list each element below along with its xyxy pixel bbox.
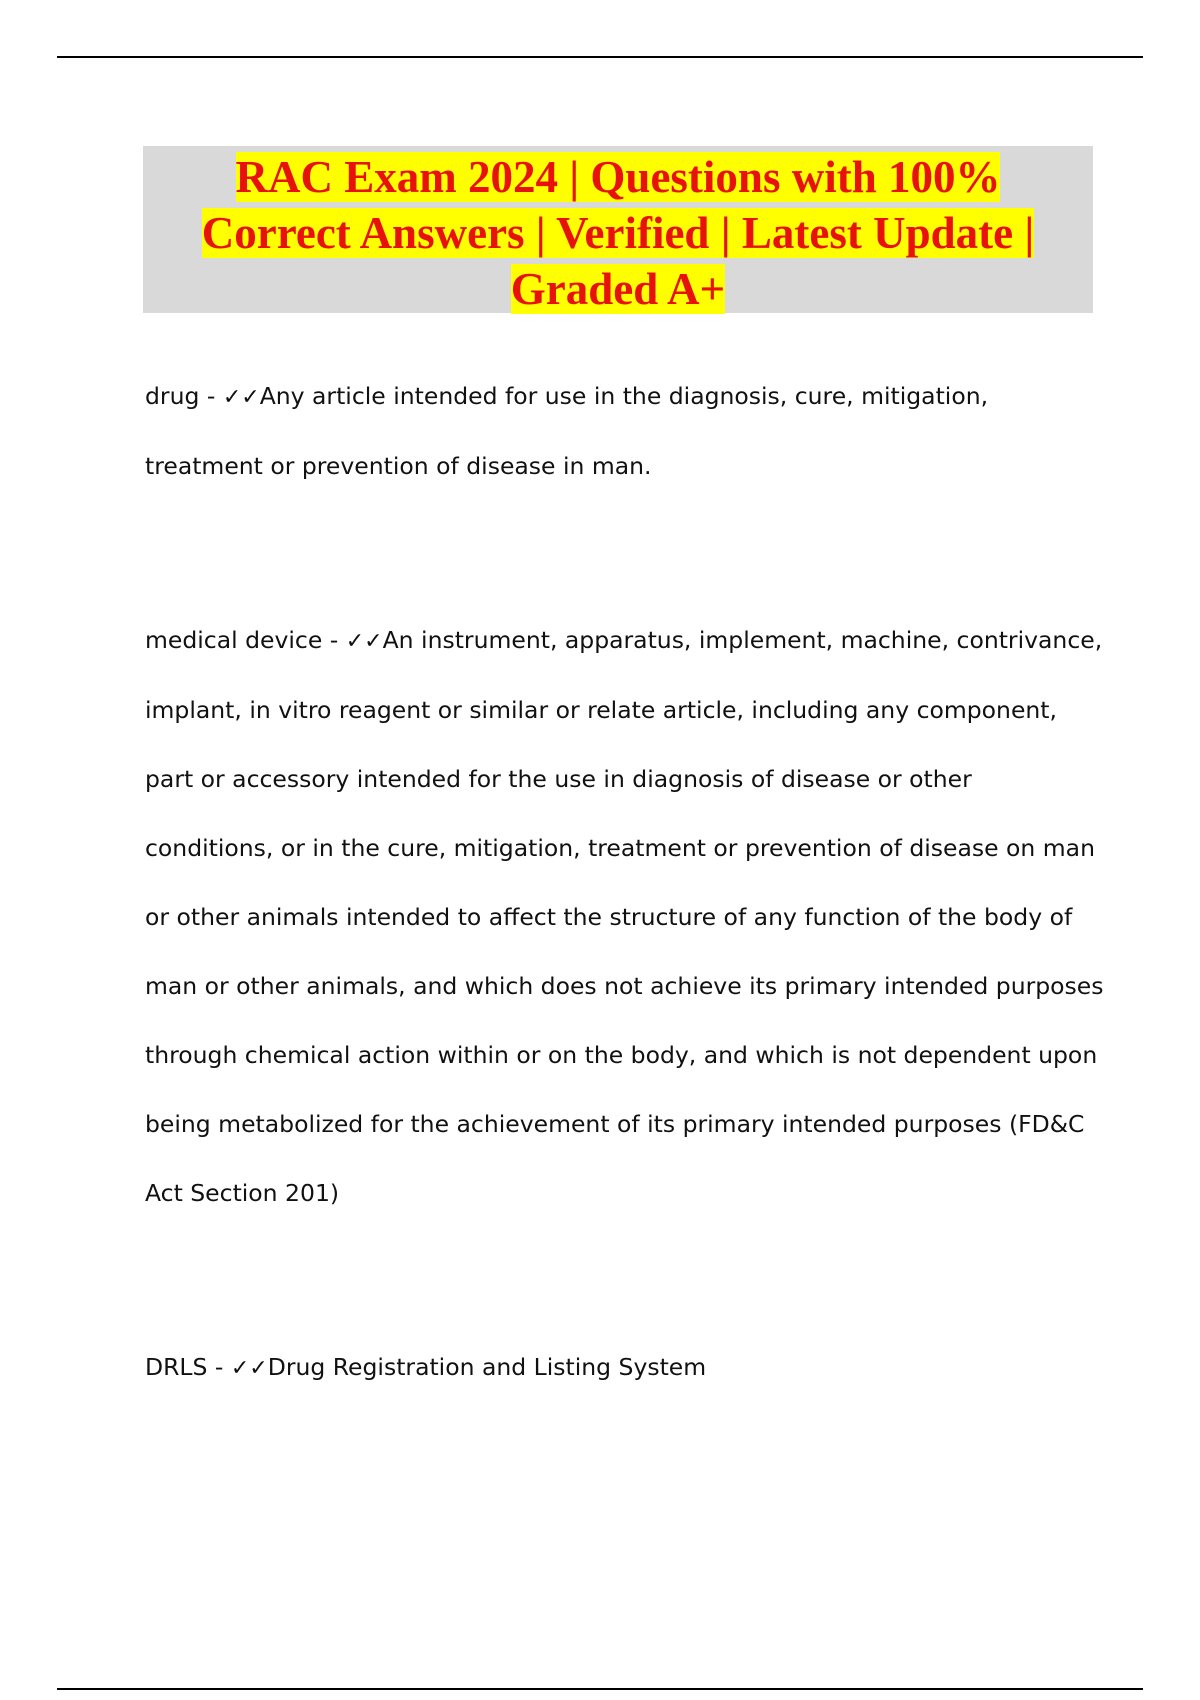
top-rule: [57, 56, 1143, 58]
entry-drug: [145, 362, 1105, 501]
title-line-2: Correct Answers | Verified | Latest Update |: [201, 208, 1035, 258]
entries-list: [145, 362, 1105, 1403]
entry-separator: -: [322, 626, 346, 654]
entry-drls: [145, 1333, 1105, 1403]
title-line-1: RAC Exam 2024 | Questions with 100%: [235, 152, 1001, 202]
checkmark-icon: ✓✓: [230, 1356, 268, 1381]
checkmark-icon: ✓✓: [345, 629, 383, 654]
title-line-3: Graded A+: [510, 264, 726, 314]
entry-definition: An instrument, apparatus, implement, machine, contrivance, implant, in vitro reagent or similar or relate article, including any component, part or accessory intended for the use in diagnosis of disease or other conditions, or in the cure, mitigation, treatment or prevention of disease on man or other animals intended to affect the structure of any function of the body of man or other animals, and which does not achieve its primary intended purposes through chemical action within or on the body, and which is not dependent upon being metabolized for the achievement of its primary intended purposes (FD&C Act Section 201): [145, 626, 1104, 1207]
entry-definition: Drug Registration and Listing System: [267, 1353, 707, 1381]
entry-term: drug: [145, 382, 200, 410]
entry-separator: -: [199, 382, 223, 410]
bottom-rule: [57, 1688, 1143, 1690]
entry-term: DRLS: [145, 1353, 208, 1381]
entry-separator: -: [207, 1353, 231, 1381]
entry-definition: Any article intended for use in the diagnosis, cure, mitigation, treatment or prevention of disease in man.: [145, 382, 989, 480]
entry-term: medical device: [145, 626, 323, 654]
document-title: [143, 149, 1093, 317]
checkmark-icon: ✓✓: [222, 385, 260, 410]
title-block: [143, 146, 1093, 313]
entry-medical-device: [145, 606, 1105, 1228]
